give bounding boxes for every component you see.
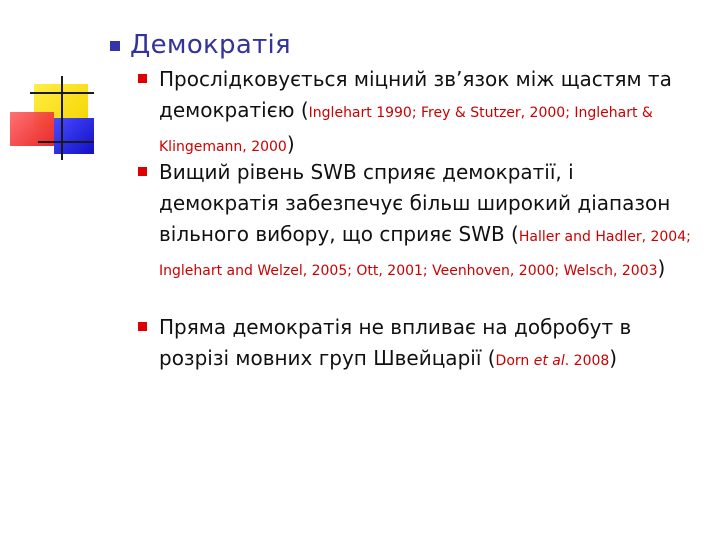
citation-etal: et al [533,353,565,369]
heading-bullet-item [110,30,291,60]
list-item [138,64,698,163]
slide-heading: Демократія [130,30,291,60]
list-item [138,157,698,287]
citation [496,353,610,369]
square-bullet-icon [110,41,120,51]
square-bullet-icon [138,322,147,331]
closing-paren: ) [657,256,666,280]
citation: Haller and Hadler, 2004; Inglehart and Welzel, 2005; Ott, 2001; Veenhoven, 2000; Welsch, 2003 [159,229,691,279]
list-item [138,312,698,377]
list-item-body [159,312,698,377]
closing-paren: ) [286,132,295,156]
citation-year: . 2008 [564,353,610,369]
citation: Inglehart 1990; Frey & Stutzer, 2000; Inglehart & Klingemann, 2000 [159,105,653,155]
list-item-body [159,157,698,287]
item-text: Пряма демократія не впливає на добробут в розрізі мовних груп Швейцарії ( [159,315,632,370]
square-bullet-icon [138,74,147,83]
citation-author: Dorn [495,353,534,369]
list-item-body [159,64,698,163]
square-bullet-icon [138,167,147,176]
item-text: Прослідковується міцний зв’язок між щастям та демократією ( [159,67,672,122]
closing-paren: ) [609,346,618,370]
item-text: Вищий рівень SWB сприяє демократії, і демократія забезпечує більш широкий діапазон вільного вибору, що сприяє SWB ( [159,160,671,246]
